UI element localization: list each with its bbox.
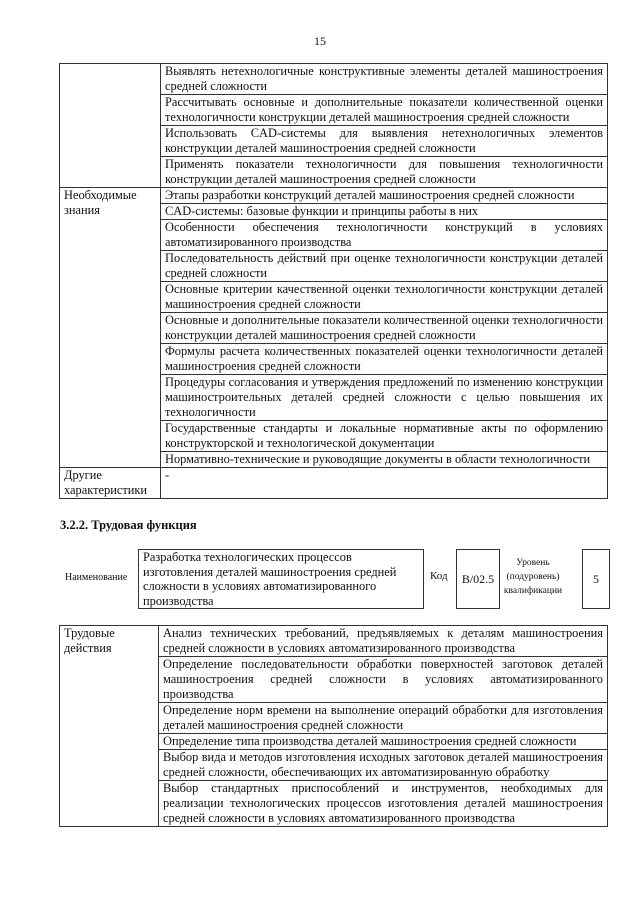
table-cell: Государственные стандарты и локальные нормативные акты по оформлению конструкторской и технологической документации: [161, 421, 608, 452]
code-value-box: B/02.5: [456, 549, 500, 609]
table-cell: Этапы разработки конструкций деталей машиностроения средней сложности: [161, 188, 608, 204]
table-cell: Формулы расчета количественных показателей оценки технологичности деталей машиностроения средней сложности: [161, 344, 608, 375]
name-label: Наименование: [65, 572, 128, 583]
table-cell: Основные и дополнительные показатели количественной оценки технологичности конструкции деталей машиностроения средней сложности: [161, 313, 608, 344]
table-cell: Рассчитывать основные и дополнительные показатели количественной оценки технологичности конструкции деталей машиностроения средней сложности: [161, 95, 608, 126]
table-row: [60, 64, 608, 95]
table-row: [60, 468, 608, 499]
table-cell: Выбор стандартных приспособлений и инструментов, необходимых для реализации технологических процессов изготовления деталей машиностроения средней сложности в условиях автоматизированного производства: [159, 781, 608, 827]
table-cell: Определение последовательности обработки поверхностей заготовок деталей машиностроения средней сложности в условиях автоматизированного производства: [159, 657, 608, 703]
table-cell: Выявлять нетехнологичные конструктивные элементы деталей машиностроения средней сложности: [161, 64, 608, 95]
table-cell: Применять показатели технологичности для повышения технологичности конструкции деталей машиностроения средней сложности: [161, 157, 608, 188]
table-cell: Особенности обеспечения технологичности конструкций в условиях автоматизированного производства: [161, 220, 608, 251]
table-cell: CAD-системы: базовые функции и принципы работы в них: [161, 204, 608, 220]
table-cell: Определение типа производства деталей машиностроения средней сложности: [159, 734, 608, 750]
table-cell: Основные критерии качественной оценки технологичности конструкции деталей машиностроения средней сложности: [161, 282, 608, 313]
table-cell: -: [161, 468, 608, 499]
row-group-label: Необходимые знания: [60, 188, 161, 468]
table-row: [60, 188, 608, 204]
row-group-label: Трудовые действия: [60, 626, 159, 827]
table-row: [60, 626, 608, 657]
table-cell: Использовать CAD-системы для выявления нетехнологичных элементов конструкции деталей машиностроения средней сложности: [161, 126, 608, 157]
qualification-level-label: Уровень (подуровень) квалификации: [503, 558, 563, 596]
table-cell: Анализ технических требований, предъявляемых к деталям машиностроения средней сложности в условиях автоматизированного производства: [159, 626, 608, 657]
table-cell: Нормативно-технические и руководящие документы в области технологичности: [161, 452, 608, 468]
row-group-label: Другие характеристики: [60, 468, 161, 499]
code-label: Код: [430, 570, 448, 582]
section-heading: 3.2.2. Трудовая функция: [60, 518, 197, 532]
qualification-level-box: 5: [582, 549, 610, 609]
skills-knowledge-table: [59, 63, 608, 499]
page-number: 15: [314, 34, 326, 48]
table-cell: Определение норм времени на выполнение операций обработки для изготовления деталей машиностроения средней сложности: [159, 703, 608, 734]
function-name-box: Разработка технологических процессов изготовления деталей машиностроения средней сложности в условиях автоматизированного производства: [138, 549, 424, 609]
table-cell: Последовательность действий при оценке технологичности конструкции деталей средней сложности: [161, 251, 608, 282]
labor-actions-table: [59, 625, 608, 827]
table-cell: Выбор вида и методов изготовления исходных заготовок деталей машиностроения средней сложности, обеспечивающих их автоматизированную обработку: [159, 750, 608, 781]
row-group-label: [60, 64, 161, 188]
table-cell: Процедуры согласования и утверждения предложений по изменению конструкции машиностроительных деталей средней сложности с целью повышения их технологичности: [161, 375, 608, 421]
